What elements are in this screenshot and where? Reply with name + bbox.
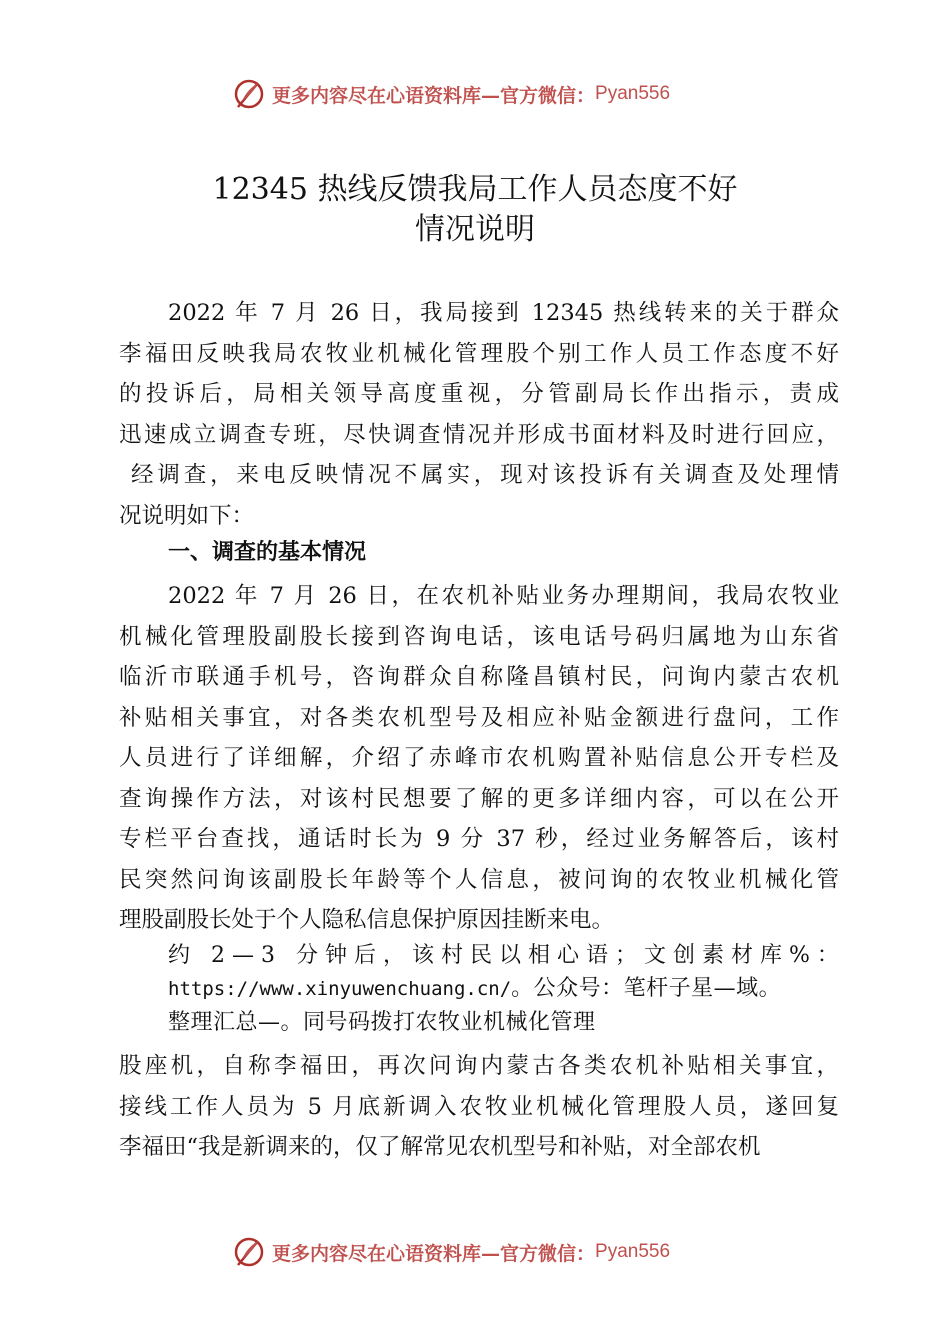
paragraph-line: 机械化管理股副股长接到咨询电话，该电话号码归属地为山东省 <box>119 623 839 650</box>
paragraph-line <box>168 972 868 1006</box>
paragraph-line: 迅速成立调查专班，尽快调查情况并形成书面材料及时进行回应， <box>119 421 839 448</box>
paragraph-line: 整理汇总—。同号码拨打农牧业机械化管理 <box>168 1010 596 1035</box>
watermark-wechat-id: Pyan556 <box>595 83 671 104</box>
paragraph-line: 经调查，来电反映情况不属实，现对该投诉有关调查及处理情 <box>131 462 839 488</box>
paragraph-line: 专栏平台查找，通话时长为 9 分 37 秒，经过业务解答后，该村 <box>119 826 839 852</box>
paragraph-line: 2022 年 7 月 26 日，在农机补贴业务办理期间，我局农牧业 <box>168 583 839 609</box>
promo-inline-block <box>168 939 868 1039</box>
watermark-banner-top <box>232 74 670 114</box>
quill-logo-icon <box>232 1235 266 1269</box>
paragraph-line: 人员进行了详细解，介绍了赤峰市农机购置补贴信息公开专栏及 <box>119 745 839 771</box>
paragraph-line: 约 2—3 分钟后，该村民以相心语；文创素材库%： <box>168 943 846 968</box>
paragraph-line: 民突然问询该副股长年龄等个人信息，被问询的农牧业机械化管 <box>119 866 839 893</box>
document-title-line2: 情况说明 <box>415 212 535 247</box>
paragraph-line: 股座机，自称李福田，再次问询内蒙古各类农机补贴相关事宜， <box>119 1053 839 1079</box>
intro-paragraph <box>119 293 839 536</box>
watermark-banner-bottom <box>232 1232 670 1272</box>
section1-paragraph <box>119 576 839 941</box>
paragraph-line: 李福田“我是新调来的，仅了解常见农机型号和补贴，对全部农机 <box>119 1134 761 1160</box>
watermark-wechat-id: Pyan556 <box>595 1241 671 1262</box>
paragraph-line: 李福田反映我局农牧业机械化管理股个别工作人员工作态度不好 <box>119 340 839 367</box>
quill-logo-icon <box>232 77 266 111</box>
document-title-line1: 12345 热线反馈我局工作人员态度不好 <box>212 172 738 207</box>
paragraph-line: 查询操作方法，对该村民想要了解的更多详细内容，可以在公开 <box>119 785 839 812</box>
paragraph-line: 补贴相关事宜，对各类农机型号及相应补贴金额进行盘问，工作 <box>119 704 839 731</box>
paragraph-line: 的投诉后，局相关领导高度重视，分管副局长作出指示，责成 <box>119 381 839 407</box>
section-heading: 一、调查的基本情况 <box>168 540 367 565</box>
section1-continuation <box>119 1046 839 1168</box>
watermark-text: 更多内容尽在心语资料库—官方微信： <box>272 84 596 107</box>
paragraph-line: 接线工作人员为 5 月底新调入农牧业机械化管理股人员，遂回复 <box>119 1093 839 1120</box>
promo-wechat-text: 。公众号：笔杆子星—域。 <box>511 976 782 1001</box>
promo-url-link[interactable]: https://www.xinyuwenchuang.cn/ <box>168 978 512 1000</box>
paragraph-line: 理股副股长处于个人隐私信息保护原因挂断来电。 <box>119 907 615 933</box>
watermark-text: 更多内容尽在心语资料库—官方微信： <box>272 1242 596 1265</box>
paragraph-line: 况说明如下： <box>119 502 255 529</box>
paragraph-line: 临沂市联通手机号，咨询群众自称隆昌镇村民，问询内蒙古农机 <box>119 664 839 690</box>
paragraph-line: 2022 年 7 月 26 日，我局接到 12345 热线转来的关于群众 <box>168 300 839 326</box>
